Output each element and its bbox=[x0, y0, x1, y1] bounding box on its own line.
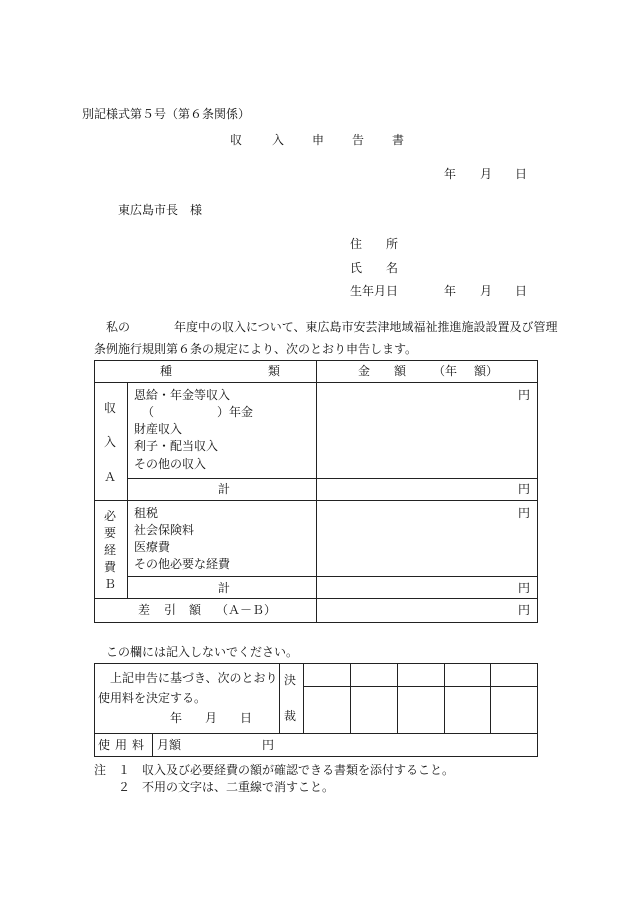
monthly-label: 月額 bbox=[157, 738, 182, 752]
income-side-1: 収 bbox=[104, 401, 117, 415]
fee-yen: 円 bbox=[262, 738, 275, 752]
income-item: その他の収入 bbox=[134, 457, 207, 471]
yen-unit: 円 bbox=[518, 581, 531, 595]
header-amount-2: 額 bbox=[394, 364, 407, 378]
header-amount-3: （年 bbox=[433, 364, 458, 378]
note-number: ２ bbox=[118, 780, 131, 794]
office-note: この欄には記入しないでください。 bbox=[106, 645, 299, 659]
statement-prefix: 私の bbox=[106, 320, 131, 334]
yen-unit: 円 bbox=[518, 388, 531, 402]
date-year: 年 bbox=[444, 167, 457, 181]
address-label-1: 住 bbox=[350, 237, 363, 251]
name-label-1: 氏 bbox=[350, 261, 363, 275]
fee-label-2: 用 bbox=[115, 738, 128, 752]
decision-line1: 上記申告に基づき、次のとおり bbox=[110, 671, 278, 685]
form-id: 別記様式第５号（第６条関係） bbox=[82, 107, 251, 121]
addressee: 東広島市長 様 bbox=[118, 203, 203, 217]
expense-item: 社会保険料 bbox=[134, 523, 195, 537]
expense-item: 医療費 bbox=[134, 540, 171, 554]
yen-unit: 円 bbox=[518, 482, 531, 496]
yen-unit: 円 bbox=[518, 506, 531, 520]
expense-side-4: 費 bbox=[104, 560, 117, 574]
title-char: 告 bbox=[352, 133, 365, 147]
fee-label-1: 使 bbox=[98, 738, 111, 752]
diff-label-4: （Ａ－Ｂ） bbox=[216, 603, 277, 617]
header-amount-4: 額） bbox=[474, 364, 499, 378]
kessai-label-2: 裁 bbox=[284, 709, 297, 723]
fee-label-3: 料 bbox=[132, 738, 145, 752]
kessai-label-1: 決 bbox=[284, 673, 297, 687]
name-label-2: 名 bbox=[386, 261, 399, 275]
birth-month: 月 bbox=[480, 284, 493, 298]
income-item-paren-open: （ bbox=[142, 405, 155, 419]
expense-subtotal-label: 計 bbox=[218, 581, 231, 595]
diff-label-1: 差 bbox=[138, 603, 151, 617]
decision-line2: 使用料を決定する。 bbox=[98, 691, 207, 705]
expense-item: その他必要な経費 bbox=[134, 557, 231, 571]
diff-label-2: 引 bbox=[164, 603, 177, 617]
income-side-2: 入 bbox=[104, 435, 117, 449]
income-item: 利子・配当収入 bbox=[134, 439, 219, 453]
birth-year: 年 bbox=[444, 284, 457, 298]
expense-side-3: 経 bbox=[104, 543, 117, 557]
note-text: 不用の文字は、二重線で消すこと。 bbox=[142, 780, 335, 794]
expense-side-1: 必 bbox=[104, 509, 117, 523]
income-side-3: Ａ bbox=[104, 470, 117, 484]
notes-prefix: 注 bbox=[94, 763, 107, 777]
birth-day: 日 bbox=[515, 284, 528, 298]
decision-day: 日 bbox=[240, 711, 253, 725]
statement-line2: 条例施行規則第６条の規定により、次のとおり申告します。 bbox=[94, 342, 418, 356]
title-char: 申 bbox=[312, 133, 325, 147]
decision-year: 年 bbox=[170, 711, 183, 725]
income-subtotal-label: 計 bbox=[218, 482, 231, 496]
title-char: 収 bbox=[230, 133, 243, 147]
statement-line1: 年度中の収入について、東広島市安芸津地域福祉推進施設設置及び管理 bbox=[174, 320, 558, 334]
date-day: 日 bbox=[515, 167, 528, 181]
birthdate-label: 生年月日 bbox=[350, 284, 399, 298]
yen-unit: 円 bbox=[518, 603, 531, 617]
header-type-1: 種 bbox=[160, 364, 173, 378]
note-number: １ bbox=[118, 763, 131, 777]
expense-side-5: Ｂ bbox=[104, 577, 117, 591]
address-label-2: 所 bbox=[386, 237, 399, 251]
diff-label-3: 額 bbox=[189, 603, 202, 617]
expense-item: 租税 bbox=[134, 506, 159, 520]
income-item: 財産収入 bbox=[134, 422, 183, 436]
title-char: 入 bbox=[272, 133, 285, 147]
note-text: 収入及び必要経費の額が確認できる書類を添付すること。 bbox=[142, 763, 455, 777]
decision-month: 月 bbox=[205, 711, 218, 725]
title-char: 書 bbox=[392, 133, 405, 147]
date-month: 月 bbox=[480, 167, 493, 181]
income-item-pension: ）年金 bbox=[217, 405, 254, 419]
header-type-2: 類 bbox=[268, 364, 281, 378]
expense-side-2: 要 bbox=[104, 526, 117, 540]
income-item: 恩給・年金等収入 bbox=[134, 388, 231, 402]
header-amount-1: 金 bbox=[358, 364, 371, 378]
